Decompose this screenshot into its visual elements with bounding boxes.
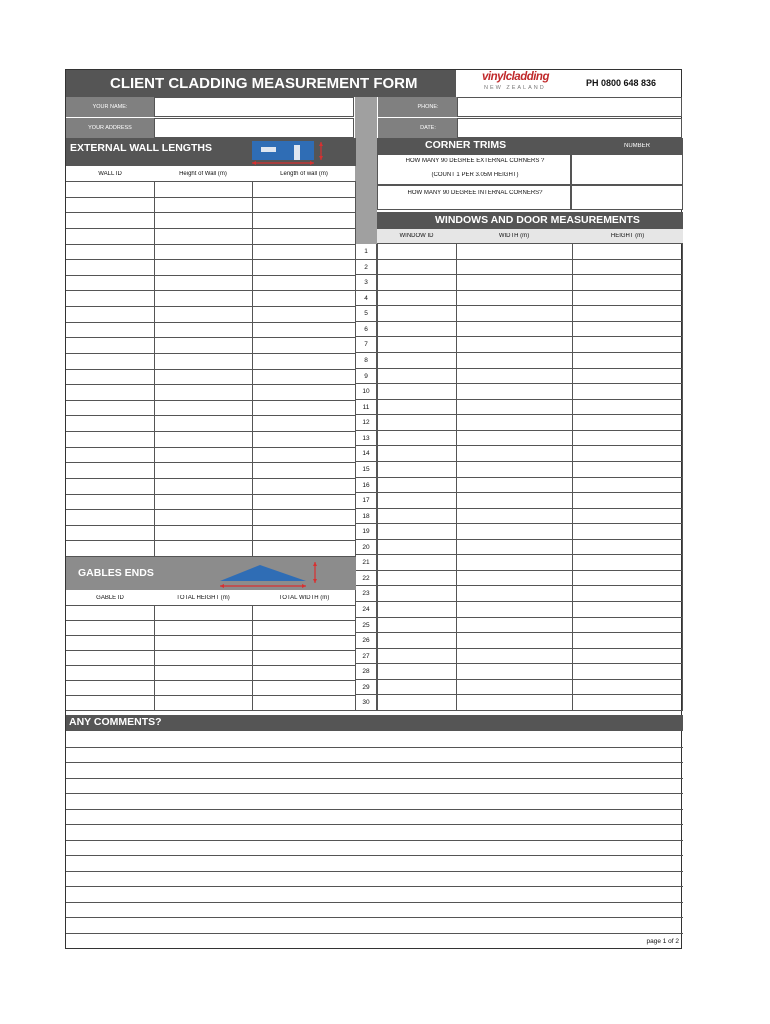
window-row-divider [377, 570, 683, 571]
corners-title: CORNER TRIMS [425, 139, 507, 151]
measurement-form [65, 69, 682, 949]
window-row-divider [377, 710, 683, 711]
row-number: 18 [362, 513, 370, 520]
window-row-divider [377, 430, 683, 431]
window-row-divider [377, 414, 683, 415]
window-row-divider [377, 336, 683, 337]
walls-col-height: Height of Wall (m) [179, 171, 227, 177]
number-row-divider [356, 336, 376, 337]
window-row-divider [377, 539, 683, 540]
number-row-divider [356, 321, 376, 322]
windows-col-width: WIDTH (m) [498, 233, 530, 239]
walls-col-length: Length of wall (m) [280, 171, 328, 177]
number-row-divider [356, 414, 376, 415]
wall-row-divider [66, 337, 355, 338]
wall-row-divider [66, 244, 355, 245]
gables-col-id: GABLE ID [96, 595, 124, 601]
address-label-cell [66, 118, 154, 138]
corners-header [377, 138, 683, 154]
number-row-divider [356, 383, 376, 384]
row-number: 1 [364, 248, 368, 255]
row-number: 16 [362, 482, 370, 489]
column-divider [456, 244, 457, 711]
row-number: 15 [362, 466, 370, 473]
row-number: 19 [362, 528, 370, 535]
window-row-divider [377, 321, 683, 322]
row-number: 20 [362, 544, 370, 551]
gable-row-divider [66, 635, 355, 636]
corner-internal-question [377, 185, 571, 210]
row-number: 6 [364, 326, 368, 333]
page-number: page 1 of 2 [646, 938, 679, 945]
name-label: YOUR NAME: [92, 104, 128, 110]
column-divider [154, 606, 155, 711]
wall-row-divider [66, 197, 355, 198]
date-label-cell [378, 118, 457, 138]
name-label-cell [66, 97, 154, 117]
number-row-divider [356, 290, 376, 291]
window-row-divider [377, 399, 683, 400]
column-divider [252, 182, 253, 557]
number-row-divider [356, 694, 376, 695]
row-number-column [355, 244, 377, 711]
row-number: 30 [362, 699, 370, 706]
window-row-divider [377, 368, 683, 369]
windows-title: WINDOWS AND DOOR MEASUREMENTS [435, 214, 640, 226]
number-row-divider [356, 632, 376, 633]
windows-col-height: HEIGHT (m) [610, 233, 645, 239]
number-row-divider [356, 274, 376, 275]
window-row-divider [377, 259, 683, 260]
number-row-divider [356, 539, 376, 540]
number-row-divider [356, 461, 376, 462]
wall-row-divider [66, 369, 355, 370]
date-field[interactable] [457, 118, 682, 138]
wall-row-divider [66, 540, 355, 541]
window-row-divider [377, 663, 683, 664]
row-number: 14 [362, 450, 370, 457]
number-row-divider [356, 368, 376, 369]
divider-column [355, 97, 377, 244]
number-row-divider [356, 523, 376, 524]
comment-line [66, 902, 683, 903]
gables-col-height: TOTAL HEIGHT (m) [176, 595, 230, 601]
row-number: 4 [364, 295, 368, 302]
number-row-divider [356, 399, 376, 400]
corner-external-label: HOW MANY 90 DEGREE EXTERNAL CORNERS ? [405, 158, 545, 164]
window-row-divider [377, 632, 683, 633]
comments-title: ANY COMMENTS? [69, 716, 162, 728]
date-label: DATE: [420, 125, 436, 131]
row-number: 7 [364, 341, 368, 348]
comments-header [66, 715, 683, 731]
phone-field[interactable] [457, 97, 682, 117]
phone-label: PHONE: [417, 104, 439, 110]
row-number: 8 [364, 357, 368, 364]
row-number: 5 [364, 310, 368, 317]
column-divider [572, 244, 573, 711]
walls-header [66, 138, 356, 166]
phone-label-cell [378, 97, 457, 117]
walls-column-header [66, 166, 356, 182]
windows-column-header [377, 229, 683, 244]
row-number: 26 [362, 637, 370, 644]
row-number: 22 [362, 575, 370, 582]
row-number: 21 [362, 559, 370, 566]
window-row-divider [377, 461, 683, 462]
wall-row-divider [66, 509, 355, 510]
number-row-divider [356, 617, 376, 618]
window-row-divider [377, 477, 683, 478]
gable-diagram-icon [214, 559, 324, 589]
wall-row-divider [66, 478, 355, 479]
logo-subtext: NEW ZEALAND [484, 85, 546, 91]
name-field[interactable] [154, 97, 354, 117]
number-row-divider [356, 585, 376, 586]
walls-col-id: WALL ID [98, 171, 122, 177]
comment-line [66, 840, 683, 841]
address-label: YOUR ADDRESS [88, 125, 132, 131]
window-row-divider [377, 694, 683, 695]
wall-row-divider [66, 494, 355, 495]
corner-internal-label: HOW MANY 90 DEGREE INTERNAL CORNERS? [407, 190, 543, 196]
number-row-divider [356, 352, 376, 353]
gable-row-divider [66, 620, 355, 621]
window-row-divider [377, 601, 683, 602]
comment-line [66, 747, 683, 748]
wall-row-divider [66, 322, 355, 323]
phone-number: PH 0800 648 836 [586, 78, 657, 88]
column-divider [252, 606, 253, 711]
window-row-divider [377, 523, 683, 524]
row-number: 9 [364, 373, 368, 380]
wall-row-divider [66, 290, 355, 291]
logo-wordmark: vinylcladding [482, 71, 549, 83]
row-number: 13 [362, 435, 370, 442]
window-row-divider [377, 617, 683, 618]
number-row-divider [356, 648, 376, 649]
window-row-divider [377, 585, 683, 586]
gables-header [66, 557, 356, 590]
comment-line [66, 778, 683, 779]
window-row-divider [377, 508, 683, 509]
number-row-divider [356, 508, 376, 509]
comment-line [66, 871, 683, 872]
number-row-divider [356, 305, 376, 306]
gables-column-header [66, 590, 356, 606]
column-divider [682, 244, 683, 711]
windows-header [377, 212, 683, 229]
comment-line [66, 809, 683, 810]
gable-row-divider [66, 665, 355, 666]
wall-row-divider [66, 306, 355, 307]
row-number: 12 [362, 419, 370, 426]
window-row-divider [377, 383, 683, 384]
number-row-divider [356, 554, 376, 555]
comment-line [66, 824, 683, 825]
walls-table[interactable] [66, 182, 356, 557]
wall-row-divider [66, 431, 355, 432]
corner-internal-input[interactable] [571, 185, 683, 210]
wall-row-divider [66, 525, 355, 526]
gables-col-width: TOTAL WIDTH (m) [278, 595, 330, 601]
wall-row-divider [66, 228, 355, 229]
wall-row-divider [66, 353, 355, 354]
wall-row-divider [66, 462, 355, 463]
gables-title: GABLES ENDS [78, 567, 154, 579]
number-row-divider [356, 570, 376, 571]
windows-table[interactable] [377, 244, 683, 711]
window-row-divider [377, 274, 683, 275]
windows-col-id: WINDOW ID [399, 233, 434, 239]
corner-external-input[interactable] [571, 154, 683, 185]
row-number: 28 [362, 668, 370, 675]
corner-external-note: (COUNT 1 PER 3.05M HEIGHT) [431, 172, 519, 178]
comment-line [66, 762, 683, 763]
row-number: 29 [362, 684, 370, 691]
number-row-divider [356, 445, 376, 446]
row-number: 2 [364, 264, 368, 271]
comment-line [66, 855, 683, 856]
row-number: 27 [362, 653, 370, 660]
gables-table[interactable] [66, 606, 356, 711]
comments-area[interactable] [66, 731, 683, 948]
walls-title: EXTERNAL WALL LENGTHS [70, 142, 212, 154]
wall-row-divider [66, 415, 355, 416]
comment-line [66, 917, 683, 918]
row-number: 23 [362, 590, 370, 597]
number-row-divider [356, 492, 376, 493]
wall-row-divider [66, 384, 355, 385]
gable-row-divider [66, 710, 355, 711]
row-number: 24 [362, 606, 370, 613]
row-number: 10 [362, 388, 370, 395]
row-number: 11 [362, 404, 370, 411]
number-row-divider [356, 259, 376, 260]
gable-row-divider [66, 695, 355, 696]
page-title: CLIENT CLADDING MEASUREMENT FORM [110, 75, 418, 92]
window-row-divider [377, 554, 683, 555]
corner-external-question [377, 154, 571, 185]
wall-row-divider [66, 400, 355, 401]
title-bar [66, 70, 456, 97]
comment-line [66, 793, 683, 794]
comment-line [66, 933, 683, 934]
window-row-divider [377, 305, 683, 306]
window-row-divider [377, 352, 683, 353]
wall-row-divider [66, 275, 355, 276]
number-row-divider [356, 601, 376, 602]
row-number: 17 [362, 497, 370, 504]
column-divider [377, 244, 378, 711]
row-number: 3 [364, 279, 368, 286]
window-row-divider [377, 679, 683, 680]
wall-row-divider [66, 259, 355, 260]
column-divider [154, 182, 155, 557]
number-row-divider [356, 679, 376, 680]
gable-row-divider [66, 650, 355, 651]
window-row-divider [377, 445, 683, 446]
wall-row-divider [66, 212, 355, 213]
corners-number-label: NUMBER [623, 143, 650, 149]
number-row-divider [356, 477, 376, 478]
number-row-divider [356, 430, 376, 431]
address-field[interactable] [154, 118, 354, 138]
window-row-divider [377, 492, 683, 493]
wall-diagram-icon [250, 139, 326, 165]
row-number: 25 [362, 622, 370, 629]
window-row-divider [377, 290, 683, 291]
number-row-divider [356, 710, 376, 711]
number-row-divider [356, 663, 376, 664]
wall-row-divider [66, 447, 355, 448]
comment-line [66, 886, 683, 887]
logo [458, 70, 561, 97]
gable-row-divider [66, 680, 355, 681]
window-row-divider [377, 648, 683, 649]
